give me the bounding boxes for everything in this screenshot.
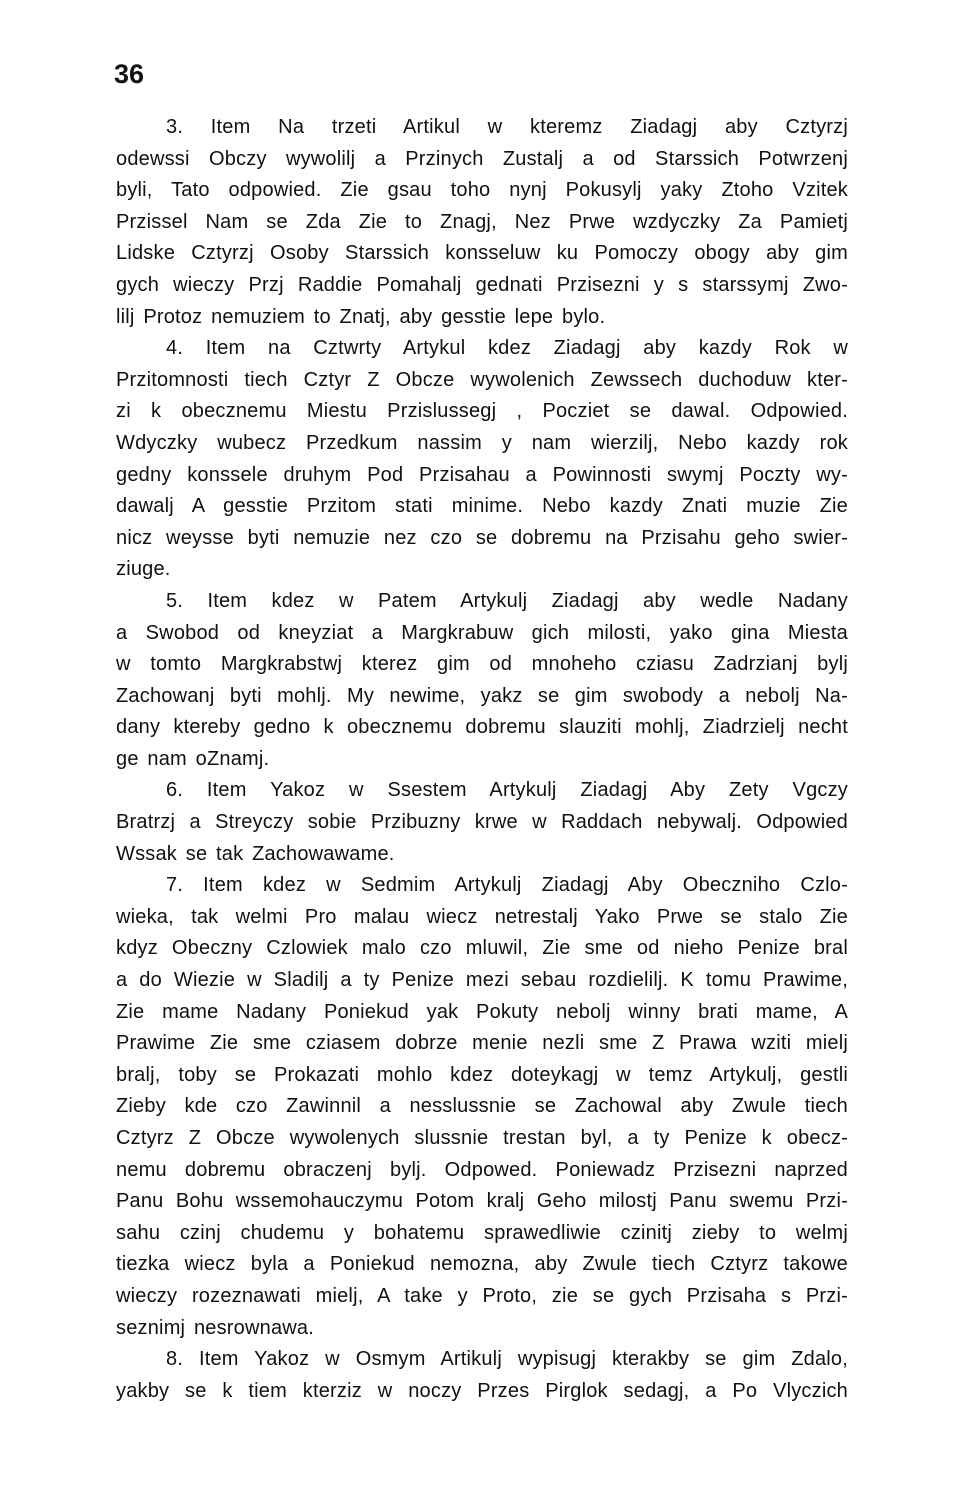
text-line: Wssak se tak Zachowawame. xyxy=(116,842,395,865)
text-line: Wdyczky wubecz Przedkum nassim y nam wierzilj, Nebo kazdy rok xyxy=(116,431,848,454)
text-line: ge nam oZnamj. xyxy=(116,747,270,770)
paragraph-first-line: 6. Item Yakoz w Ssestem Artykulj Ziadagj Aby Zety Vgczy xyxy=(166,779,848,802)
text-line: wieka, tak welmi Pro malau wiecz netrestalj Yako Prwe se stalo Zie xyxy=(116,905,848,928)
text-line: nicz weysse byti nemuzie nez czo se dobremu na Przisahu geho swier- xyxy=(116,526,848,549)
text-line: Cztyrz Z Obcze wywolenych slussnie trestan byl, a ty Penize k obecz- xyxy=(116,1127,848,1149)
text-line: odewssi Obczy wywolilj a Przinych Zustalj a od Starssich Potwrzenj xyxy=(116,147,848,170)
page-number: 36 xyxy=(114,59,145,89)
text-line: Przitomnosti tiech Cztyr Z Obcze wywolenich Zewssech duchoduw kter- xyxy=(116,368,848,391)
text-line: lilj Protoz nemuziem to Znatj, aby gesstie lepe bylo. xyxy=(116,305,606,328)
paragraph-first-line: 3. Item Na trzeti Artikul w kteremz Ziadagj aby Cztyrzj xyxy=(166,116,848,138)
paragraph-first-line: 4. Item na Cztwrty Artykul kdez Ziadagj aby kazdy Rok w xyxy=(166,337,848,360)
text-line: wieczy rozeznawati mielj, A take y Proto, zie se gych Przisaha s Przi- xyxy=(116,1284,848,1307)
paragraph-first-line: 5. Item kdez w Patem Artykulj Ziadagj aby wedle Nadany xyxy=(166,589,848,612)
text-line: dany ktereby gedno k obecznemu dobremu slauziti mohlj, Ziadrzielj necht xyxy=(116,716,848,739)
text-line: Panu Bohu wssemohauczymu Potom kralj Geho milostj Panu swemu Przi- xyxy=(116,1190,848,1213)
text-line: a Swobod od kneyziat a Margkrabuw gich milosti, yako gina Miesta xyxy=(116,621,848,644)
paragraph-first-line: 7. Item kdez w Sedmim Artykulj Ziadagj Aby Obeczniho Czlo- xyxy=(166,874,848,897)
text-line: zi k obecznemu Miestu Przislussegj , Pocziet se dawal. Odpowied. xyxy=(116,400,848,423)
text-line: Przissel Nam se Zda Zie to Znagj, Nez Prwe wzdyczky Za Pamietj xyxy=(116,210,848,233)
text-line: bralj, toby se Prokazati mohlo kdez doteykagj w temz Artykulj, gestli xyxy=(116,1063,848,1086)
text-line: Prawime Zie sme cziasem dobrze menie nezli sme Z Prawa wziti mielj xyxy=(116,1032,848,1055)
text-line: gedny konssele druhym Pod Przisahau a Powinnosti swymj Poczty wy- xyxy=(116,463,848,486)
text-line: byli, Tato odpowied. Zie gsau toho nynj Pokusylj yaky Ztoho Vzitek xyxy=(116,179,848,202)
body-text xyxy=(116,112,848,1407)
text-line: dawalj A gesstie Przitom stati minime. Nebo kazdy Znati muzie Zie xyxy=(116,495,848,518)
text-line: sahu czinj chudemu y bohatemu sprawedliwie czinitj zieby to welmj xyxy=(116,1221,848,1244)
text-line: gych wieczy Przj Raddie Pomahalj gednati Przisezni y s starssymj Zwo- xyxy=(116,273,848,296)
text-line: ziuge. xyxy=(116,558,171,581)
text-line: nemu dobremu obraczenj bylj. Odpowed. Poniewadz Przisezni naprzed xyxy=(116,1158,848,1181)
text-line: kdyz Obeczny Czlowiek malo czo mluwil, Zie sme od nieho Penize bral xyxy=(116,937,848,960)
text-line: Zachowanj byti mohlj. My newime, yakz se gim swobody a nebolj Na- xyxy=(116,684,848,707)
text-line: seznimj nesrownawa. xyxy=(116,1316,314,1339)
text-line: w tomto Margkrabstwj kterez gim od mnoheho cziasu Zadrzianj bylj xyxy=(116,653,848,676)
paragraph-first-line: 8. Item Yakoz w Osmym Artikulj wypisugj kterakby se gim Zdalo, xyxy=(166,1348,848,1371)
text-line: Zie mame Nadany Poniekud yak Pokuty nebolj winny brati mame, A xyxy=(116,1000,848,1023)
text-line: Bratrzj a Streyczy sobie Przibuzny krwe w Raddach nebywalj. Odpowied xyxy=(116,811,848,834)
text-line: Lidske Cztyrzj Osoby Starssich konsseluw ku Pomoczy obogy aby gim xyxy=(116,242,848,265)
text-line: yakby se k tiem kterziz w noczy Przes Pirglok sedagj, a Po Vlyczich xyxy=(116,1379,848,1402)
text-line: tiezka wiecz byla a Poniekud nemozna, aby Zwule tiech Cztyrz takowe xyxy=(116,1253,848,1276)
text-line: Zieby kde czo Zawinnil a nesslussnie se Zachowal aby Zwule tiech xyxy=(116,1095,848,1118)
text-line: a do Wiezie w Sladilj a ty Penize mezi sebau rozdielilj. K tomu Prawime, xyxy=(116,969,848,992)
